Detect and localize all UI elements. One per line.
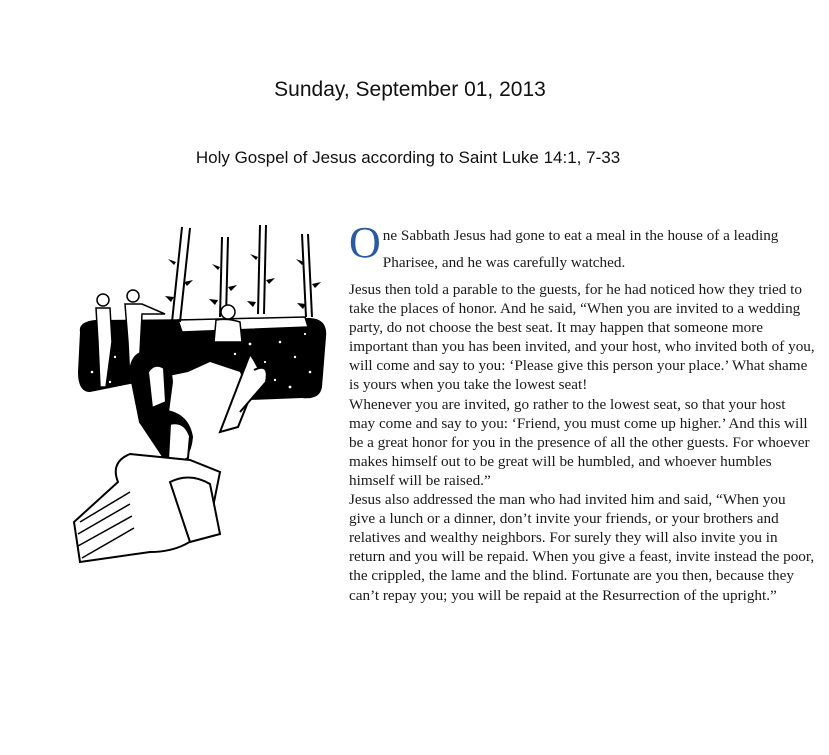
drop-cap: O [349, 218, 381, 267]
gospel-intro-text: ne Sabbath Jesus had gone to eat a meal in the house of a leading Pharisee, and he was carefully watched. [382, 227, 779, 271]
seated-figure [214, 305, 242, 342]
vine-posts [172, 225, 312, 322]
vine-leaves [165, 254, 321, 309]
gospel-paragraph: Whenever you are invited, go rather to the lowest seat, so that your host may come and say to you: ‘Friend, you must come up higher.’ And this will be a great honor for you in the presence of all the other guests. For whoever makes himself out to be great will be humbled, and whoever humbles himself will be raised.” [349, 395, 810, 489]
page-date: Sunday, September 01, 2013 [274, 78, 546, 101]
gospel-paragraph: Jesus also addressed the man who had invited him and said, “When you give a lunch or a dinner, don’t invite your friends, or your brothers and relatives and wealthy neighbors. For surely they will also invite you in return and you will be repaid. When you give a feast, invite instead the poor, the crippled, the lame and the blind. Fortunate are you then, because they can’t repay you; you will be repaid at the Resurrection of the upright.” [349, 491, 815, 604]
gospel-text [349, 218, 815, 605]
page-title: Holy Gospel of Jesus according to Saint Luke 14:1, 7-33 [195, 148, 621, 167]
gospel-paragraph: Jesus then told a parable to the guests, for he had noticed how they tried to take the places of honor. And he said, “When you are invited to a wedding party, do not choose the best seat. It may happen that someone more important than you has been invited, and your host, who invited both of you, will come and say to you: ‘Please give this person your place.’ What shame is yours when you take the lowest seat! [349, 281, 815, 394]
gospel-intro-paragraph [349, 218, 815, 276]
child-figure [74, 410, 220, 562]
gospel-illustration [70, 222, 332, 584]
